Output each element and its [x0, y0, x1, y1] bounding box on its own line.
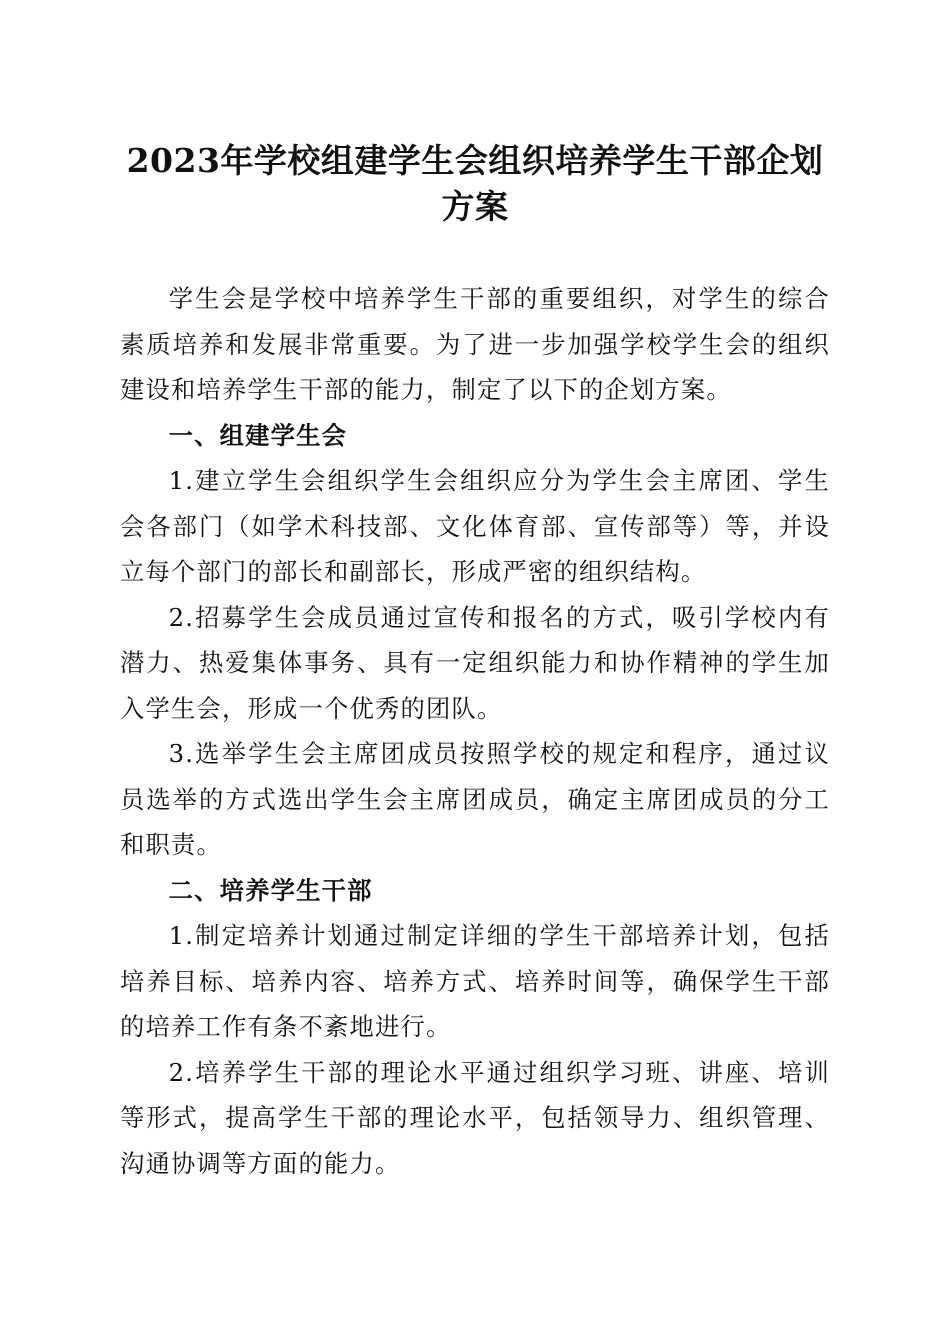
section-1-paragraph-1: 1.建立学生会组织学生会组织应分为学生会主席团、学生会各部门（如学术科技部、文化体育部、宣传部等）等，并设立每个部门的部长和副部长，形成严密的组织结构。 [120, 466, 830, 586]
section-1-paragraph-3: 3.选举学生会主席团成员按照学校的规定和程序，通过议员选举的方式选出学生会主席团成员，确定主席团成员的分工和职责。 [120, 739, 830, 859]
document-body [120, 276, 830, 1186]
section-2-paragraph-1: 1.制定培养计划通过制定详细的学生干部培养计划，包括培养目标、培养内容、培养方式、培养时间等，确保学生干部的培养工作有条不紊地进行。 [120, 921, 830, 1041]
intro-paragraph: 学生会是学校中培养学生干部的重要组织，对学生的综合素质培养和发展非常重要。为了进一步加强学校学生会的组织建设和培养学生干部的能力，制定了以下的企划方案。 [120, 284, 830, 404]
document-title: 2023年学校组建学生会组织培养学生干部企划方案 [126, 141, 824, 226]
section-heading-2: 二、培养学生干部 [168, 875, 373, 905]
section-heading-1: 一、组建学生会 [168, 420, 348, 450]
section-2-paragraph-2: 2.培养学生干部的理论水平通过组织学习班、讲座、培训等形式，提高学生干部的理论水平，包括领导力、组织管理、沟通协调等方面的能力。 [120, 1057, 830, 1178]
section-1-paragraph-2: 2.招募学生会成员通过宣传和报名的方式，吸引学校内有潜力、热爱集体事务、具有一定组织能力和协作精神的学生加入学生会，形成一个优秀的团队。 [120, 602, 830, 723]
